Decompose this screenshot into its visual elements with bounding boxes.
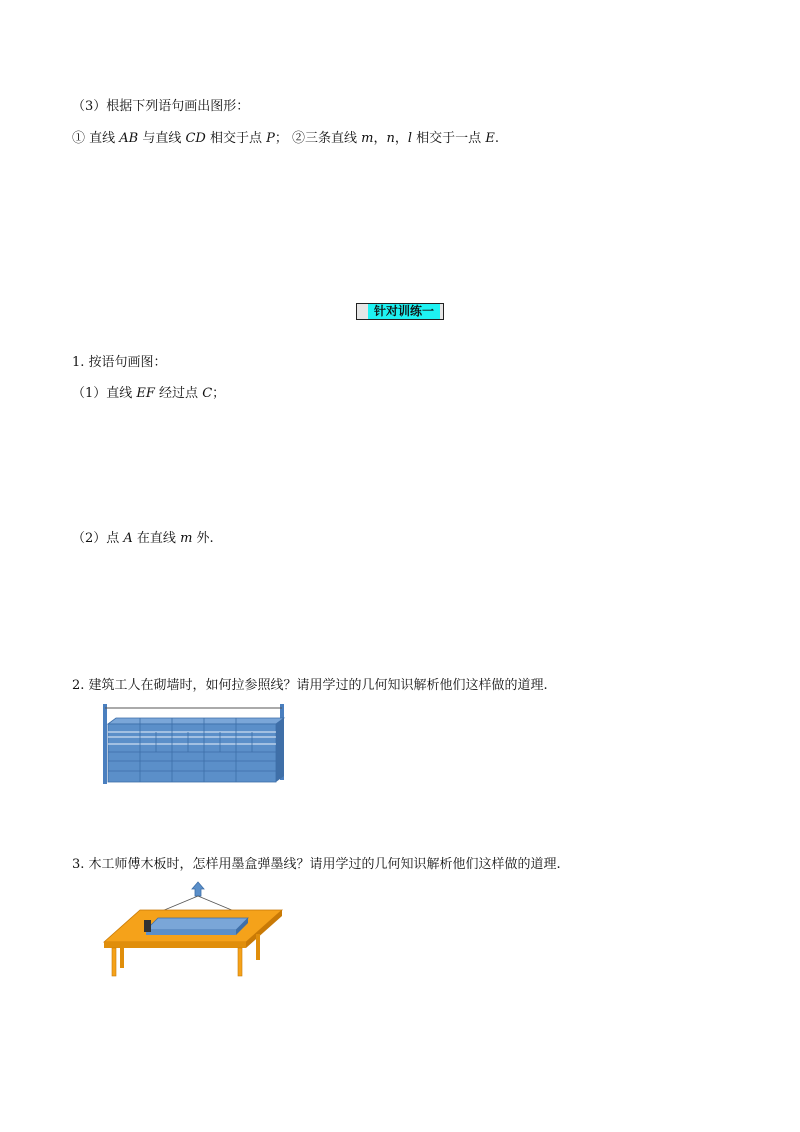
ex1-text: 在直线 <box>132 531 181 546</box>
carpenter-table-icon <box>100 880 286 980</box>
ex3-question <box>72 856 561 874</box>
ex1-var-m: m <box>180 531 193 546</box>
ex2-question-text: 2. 建筑工人在砌墙时，如何拉参照线？请用学过的几何知识解析他们这样做的道理. <box>72 678 548 693</box>
brick-wall-icon <box>100 704 290 786</box>
q3-var-n: n <box>386 131 395 146</box>
section-title: 针对训练一 <box>368 304 440 319</box>
ex1-text: （1）直线 <box>72 386 137 401</box>
ex3-question-text: 3. 木工师傅木板时，怎样用墨盒弹墨线？请用学过的几何知识解析他们这样做的道理. <box>72 857 561 872</box>
ex1-text: 外. <box>192 531 214 546</box>
q3-var-m: m <box>361 131 374 146</box>
ex1-text: 经过点 <box>154 386 203 401</box>
q3-heading <box>72 98 249 116</box>
q3-text: . <box>494 131 499 146</box>
q3-text: ； ②三条直线 <box>274 131 362 146</box>
q3-var-e: E <box>485 131 495 146</box>
ex2-question <box>72 677 548 695</box>
q3-var-ab: AB <box>119 131 139 146</box>
ex1-heading-text: 1. 按语句画图： <box>72 355 167 370</box>
q3-var-l: l <box>407 131 413 146</box>
q3-var-cd: CD <box>185 131 206 146</box>
ex1-var-a: A <box>123 531 133 546</box>
ex1-heading <box>72 354 167 372</box>
q3-statement <box>72 130 499 148</box>
ex1-var-c: C <box>202 386 213 401</box>
ex1-part2 <box>72 530 214 548</box>
q3-text: ， <box>373 131 387 146</box>
q3-text: 相交于点 <box>205 131 267 146</box>
ex1-part1 <box>72 385 225 403</box>
carpenter-table-illustration <box>100 880 286 980</box>
q3-text: 与直线 <box>138 131 186 146</box>
q3-var-p: P <box>266 131 275 146</box>
ex1-text: （2）点 <box>72 531 124 546</box>
ex1-text: ； <box>212 386 226 401</box>
q3-heading-text: （3）根据下列语句画出图形： <box>72 99 250 114</box>
q3-text: 相交于一点 <box>412 131 486 146</box>
q3-text: ① 直线 <box>72 131 120 146</box>
brick-wall-illustration <box>100 704 290 786</box>
q3-text: ， <box>394 131 408 146</box>
ex1-var-ef: EF <box>136 386 155 401</box>
